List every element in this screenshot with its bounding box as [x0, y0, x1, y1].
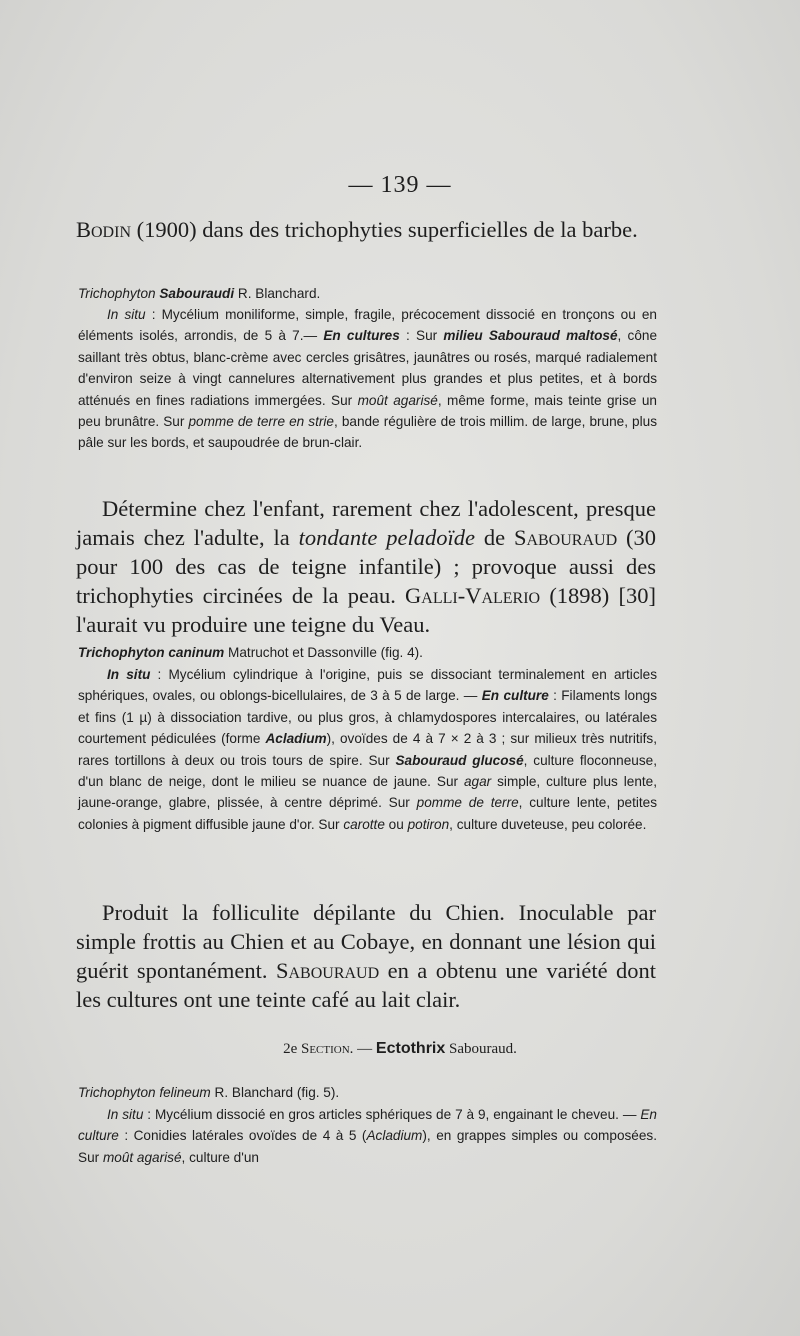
species-heading-caninum: Trichophyton caninum Matruchot et Dassonville (fig. 4).	[78, 645, 423, 660]
description-felineum: In situ : Mycélium dissocié en gros articles sphériques de 7 à 9, engainant le cheveu. — En culture : Conidies latérales ovoïdes de 4 à 5 (Acladium), en grappes simples ou composées. Sur moût agarisé, culture d'un	[78, 1107, 657, 1165]
species-heading-sabouraudi: Trichophyton Sabouraudi R. Blanchard.	[78, 286, 321, 301]
paragraph-bodin: Bodin (1900) dans des trichophyties superficielles de la barbe.	[76, 217, 638, 242]
author-name: Bodin	[76, 217, 131, 242]
section-heading: 2e Section. — Ectothrix Sabouraud.	[283, 1040, 517, 1057]
page-number: — 139 —	[348, 172, 452, 198]
description-caninum: In situ : Mycélium cylindrique à l'origine, puis se dissociant terminalement en articles sphériques, ovales, ou oblongs-bicellulaires, de 3 à 5 de large. — En culture : Filaments longs et fins (1 µ) à dissociation tardive, ou plus gros, à chlamydospores intercalaires, ou latérales courtement pédiculées (forme Acladium), ovoïdes de 4 à 7 × 2 à 3 ; sur milieux très nutritifs, rares tortillons à deux ou trois tours de spire. Sur Sabouraud glucosé, culture floconneuse, d'un blanc de neige, dont le milieu se nuance de jaune. Sur agar simple, culture plus lente, jaune-orange, glabre, plissée, à centre déprimé. Sur pomme de terre, culture lente, petites colonies à pigment diffusible jaune d'or. Sur carotte ou potiron, culture duveteuse, peu colorée.	[78, 667, 658, 832]
description-sabouraudi: In situ : Mycélium moniliforme, simple, fragile, précocement dissocié en tronçons ou en éléments isolés, arrondis, de 5 à 7.— En cultures : Sur milieu Sabouraud maltosé, cône saillant très obtus, blanc-crème avec cercles grisâtres, jaunâtres ou rosés, marqué radialement d'environ seize à vingt cannelures alternativement plus grandes et plus petites, et à bords atténués en fines radiations immergées. Sur moût agarisé, même forme, mais teinte grise un peu brunâtre. Sur pomme de terre en strie, bande régulière de trois millim. de large, brune, plus pâle sur les bords, et saupoudrée de brun-clair.	[78, 307, 658, 451]
paragraph-folliculite: Produit la folliculite dépilante du Chien. Inoculable par simple frottis au Chien et au Cobaye, en donnant une lésion qui guérit spontanément. Sabouraud en a obtenu une variété dont les cultures ont une teinte café au lait clair.	[76, 900, 657, 1012]
paragraph-tondante: Détermine chez l'enfant, rarement chez l'adolescent, presque jamais chez l'adulte, la tondante peladoïde de Sabouraud (30 pour 100 des cas de teigne infantile) ; provoque aussi des trichophyties circinées de la peau. Galli-Valerio (1898) [30] l'aurait vu produire une teigne du Veau.	[76, 496, 656, 637]
species-heading-felineum: Trichophyton felineum R. Blanchard (fig. 5).	[78, 1085, 340, 1100]
